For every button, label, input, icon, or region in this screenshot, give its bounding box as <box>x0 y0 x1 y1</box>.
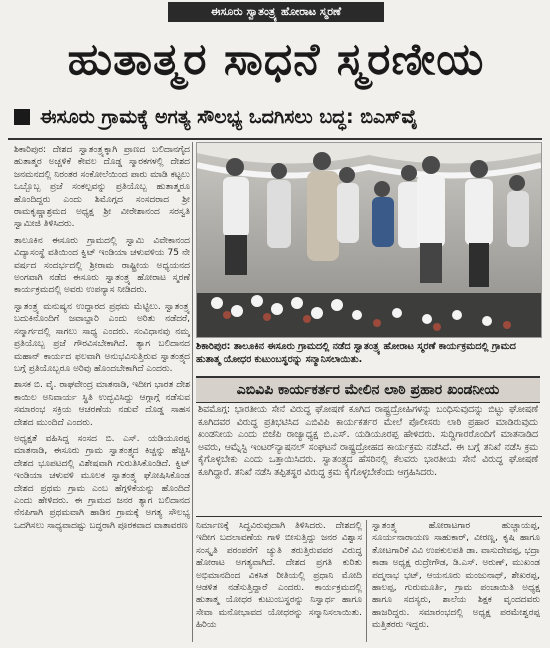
photo-caption: ಶಿಕಾರಿಪುರ: ತಾಲೂಕಿನ ಈಸೂರು ಗ್ರಾಮದಲ್ಲಿ ನಡೆದ ಸ್ವಾತಂತ್ರ್ಯ ಹೋರಾಟ ಸ್ಮರಣೆ ಕಾರ್ಯಕ್ರಮದಲ್ಲಿ ಗ್ರಾಮದ ಹುತಾತ್ಮ ಯೋಧರ ಕುಟುಂಬಸ್ಥರನ್ನು ಸನ್ಮಾನಿಸಲಾಯಿತು. <box>196 341 516 365</box>
divider-side-story <box>196 516 542 517</box>
subheadline-text: ಈಸೂರು ಗ್ರಾಮಕ್ಕೆ ಅಗತ್ಯ ಸೌಲಭ್ಯ ಒದಗಿಸಲು ಬದ್ಧ: ಬಿಎಸ್‌ವೈ <box>40 106 418 128</box>
side-story-headline: ಎಬಿವಿಪಿ ಕಾರ್ಯಕರ್ತರ ಮೇಲಿನ ಲಾಠಿ ಪ್ರಹಾರ ಖಂಡನೀಯ <box>196 376 540 403</box>
continuation-right-column: ಸ್ವಾತಂತ್ರ್ಯ ಹೋರಾಟಗಾರ ಹುಚ್ಚಾಯಪ್ಪ, ಸೂರ್ಯನಾರಾಯಣ ಸಾಹುಕಾರ್, ವೀರಣ್ಣ, ಕೃಷಿ ಹಾಗೂ ತೋಟಗಾರಿಕೆ ವಿವಿ ಉಪಕುಲಪತಿ ಡಾ. ವಾಸುದೇವಪ್ಪ, ಭದ್ರಾ ಕಾಡಾ ಅಧ್ಯಕ್ಷ ರುದ್ರೇಗೌಡ, ಡಿ.ಎಸ್. ಅರುಣ್, ಮುಖಂಡ ಪದ್ಮನಾಭ ಭಟ್, ಆಯನೂರು ಮಂಜುನಾಥ್, ಶೇಖರಪ್ಪ, ಹಾಲಪ್ಪ, ಗುರುಮೂರ್ತಿ, ಗ್ರಾಮ ಪಂಚಾಯಿತಿ ಅಧ್ಯಕ್ಷ ಹಾಗೂ ಸದಸ್ಯರು, ಶಾಲೆಯ ಶಿಕ್ಷಕ ವೃಂದದವರು ಹಾಜರಿದ್ದರು. ಸಮಾರಂಭದಲ್ಲಿ ಅಧ್ಯಕ್ಷ ಪರಮೇಶ್ವರಪ್ಪ ಮತ್ತಿತರರು ಇದ್ದರು. <box>372 521 540 631</box>
side-story-body: ಶಿವಮೊಗ್ಗ: ಭಾರತೀಯ ಸೇನೆ ವಿರುದ್ಧ ಘೋಷಣೆ ಕೂಗಿದ ರಾಷ್ಟ್ರದ್ರೋಹಿಗಳನ್ನು ಬಂಧಿಸುವುದನ್ನು ಬಿಟ್ಟು ಘೋಷಣೆ ಕೂಗಿದವರ ವಿರುದ್ಧ ಪ್ರತಿಭಟಿಸಿದ ಎಬಿವಿಪಿ ಕಾರ್ಯಕರ್ತರ ಮೇಲೆ ಪೊಲೀಸರು ಲಾಠಿ ಪ್ರಹಾರ ಮಾಡಿರುವುದು ಖಂಡನೀಯ ಎಂದು ಬಿಜೆಪಿ ರಾಜ್ಯಾಧ್ಯಕ್ಷ ಬಿ.ಎಸ್. ಯಡಿಯೂರಪ್ಪ ಹೇಳಿದರು. ಸುದ್ದಿಗಾರರೊಂದಿಗೆ ಮಾತನಾಡಿದ ಅವರು, ಆಮ್ನೆಸ್ಟಿ ಇಂಟರ್‌ನ್ಯಾಷನಲ್ ಸಂಘಟನೆ ರಾಷ್ಟ್ರದ್ರೋಹದ ಕಾರ್ಯಕ್ರಮ ನಡೆಸಿದೆ. ಈ ಬಗ್ಗೆ ತನಿಖೆ ನಡೆಸಿ ಕ್ರಮ ಕೈಗೊಳ್ಳಬೇಕು ಎಂದು ಒತ್ತಾಯಿಸಿದರು. ಸ್ವಾತಂತ್ರ್ಯದ ಹೆಸರಿನಲ್ಲಿ ಕೆಲವರು ಭಾರತೀಯ ಸೇನೆ ವಿರುದ್ಧ ಘೋಷಣೆ ಕೂಗಿದ್ದಾರೆ. ತನಿಖೆ ನಡೆಸಿ ತಪ್ಪಿತಸ್ಥರ ವಿರುದ್ಧ ಕ್ರಮ ಕೈಗೊಳ್ಳಬೇಕೆಂದು ಆಗ್ರಹಿಸಿದರು. <box>198 404 538 478</box>
lead-article <box>14 144 190 642</box>
group-photo-image <box>197 143 541 337</box>
page-headline: ಹುತಾತ್ಮರ ಸಾಧನೆ ಸ್ಮರಣೀಯ <box>67 33 485 85</box>
bullet-square-icon <box>14 109 30 125</box>
divider-top <box>8 138 542 140</box>
subheadline <box>14 98 542 136</box>
column-divider <box>192 142 193 642</box>
continuation-mid-column: ನಿರ್ಮಾಣಕ್ಕೆ ಸಿದ್ಧವಿರುವುದಾಗಿ ತಿಳಿಸಿದರು. ದೇಶದಲ್ಲಿ ಇದೀಗ ಬದಲಾವಣೆಯ ಗಾಳಿ ಬೀಸುತ್ತಿದ್ದು ಜನರ ವಿಶ್ವಾಸ ಸಂಸ್ಕೃತಿ ಪರಂಪರೆಗೆ ಚ್ಯುತಿ ತರುತ್ತಿರುವವರ ವಿರುದ್ಧ ಹೋರಾಟ ಅಗತ್ಯವಾಗಿದೆ. ದೇಶದ ಪ್ರಗತಿ ಕುರಿತು ಅಭಿಮಾನದಿಂದ ವಿಕಸಿತ ರೀತಿಯಲ್ಲಿ ಪ್ರಧಾನಿ ಮೋದಿ ಆಡಳಿತ ನಡೆಸುತ್ತಿದ್ದಾರೆ ಎಂದರು. ಕಾರ್ಯಕ್ರಮದಲ್ಲಿ ಹುತಾತ್ಮ ಯೋಧರ ಕುಟುಂಬಸ್ಥರನ್ನು ನಿಸ್ವಾರ್ಥ ಹಾಗೂ ಸೇವಾ ಮನೋಭಾವದ ಯೋಧರನ್ನು ಸನ್ಮಾನಿಸಲಾಯಿತು. ಹಿರಿಯ <box>196 521 362 631</box>
lead-paragraph: ತಾಲೂಕಿನ ಈಸೂರು ಗ್ರಾಮದಲ್ಲಿ ಸ್ವಾಮಿ ವಿವೇಕಾನಂದ ವಿದ್ಯಾಸಂಸ್ಥೆ ವತಿಯಿಂದ ಕ್ವಿಟ್ ಇಂಡಿಯಾ ಚಳುವಳಿಯ 75 ನೇ ವರ್ಷದ ಸಂದರ್ಭದಲ್ಲಿ ಶ್ರೀರಾಮ ರಾಷ್ಟ್ರೀಯ ಅಧ್ಯಯನದ ಅಂಗವಾಗಿ ನಡೆದ ಈಸೂರು ಸ್ವಾತಂತ್ರ್ಯ ಹೋರಾಟ ಸ್ಮರಣೆ ಕಾರ್ಯಕ್ರಮದಲ್ಲಿ ಅವರು ಉಪನ್ಯಾಸ ನೀಡಿದರು. <box>14 235 190 296</box>
kicker-label: ಈಸೂರು ಸ್ವಾತಂತ್ರ್ಯ ಹೋರಾಟ ಸ್ಮರಣೆ <box>168 2 384 22</box>
lead-paragraph: ಶಾಸಕ ಬಿ. ವೈ. ರಾಘವೇಂದ್ರ ಮಾತನಾಡಿ, ಇದೀಗ ಭಾರತ ದೇಶ ಕಾಯಿಲ ಅನಿವಾರ್ಯ ಸ್ಥಿತಿ ಉದ್ಭವಿಸಿದ್ದು ಆಗ್ಗಾಗ್ಗೆ ನಡೆಸುವ ಸಮಾರಂಭ ಸಕ್ರಿಯ ಆಚರಣೆಯ ನಡುವೆ ದೊಡ್ಡ ಸಾಹಸ ದೇಶದ ಮುಂದಿದೆ ಎಂದರು. <box>14 380 190 428</box>
lead-paragraph: ಅಧ್ಯಕ್ಷತೆ ವಹಿಸಿದ್ದ ಸಂಸದ ಬಿ. ಎಸ್. ಯಡಿಯೂರಪ್ಪ ಮಾತನಾಡಿ, ಈಸೂರು ಗ್ರಾಮ ಸ್ವಾತಂತ್ರ್ಯದ ಕಿಚ್ಚನ್ನು ಹೆಚ್ಚಿಸಿ ದೇಶದ ಭೂಪಟದಲ್ಲಿ ವಿಶೇಷವಾಗಿ ಗುರುತಿಸಿಕೊಂಡಿದೆ. ಕ್ವಿಟ್ ಇಂಡಿಯಾ ಚಳುವಳಿ ಮೂಲಕ ಸ್ವಾತಂತ್ರ್ಯ ಘೋಷಿಸಿಕೊಂಡ ದೇಶದ ಪ್ರಥಮ ಗ್ರಾಮ ಎಂಬ ಹೆಗ್ಗಳಿಕೆಯನ್ನು ಹೊಂದಿದೆ ಎಂದು ಹೇಳಿದರು. ಈ ಗ್ರಾಮದ ಜನರ ತ್ಯಾಗ ಬಲಿದಾನದ ನೆನಪಿಗಾಗಿ ಪ್ರಥಮವಾಗಿ ಹಾಡಿನ ಗ್ರಾಮಕ್ಕೆ ಅಗತ್ಯ ಸೌಲಭ್ಯ ಒದಗಿಸಲು ಸಾಧ್ಯವಾದಷ್ಟು ಬದ್ಧರಾಗಿ ಪೂರಕವಾದ ವಾತಾವರಣ <box>14 433 190 531</box>
column-divider <box>366 520 367 642</box>
news-photo <box>196 142 542 338</box>
lead-paragraph: ಶಿಕಾರಿಪುರ: ದೇಶದ ಸ್ವಾತಂತ್ರ್ಯಕ್ಕಾಗಿ ಪ್ರಾಣದ ಬಲಿದಾನಗೈದ ಹುತಾತ್ಮರ ಅಚ್ಚಳಿಕೆ ಕೇವಲ ದೊಡ್ಡ ಸ್ಮಾರಕಗಳಲ್ಲಿ ದೇಶದ ಜನಮನದಲ್ಲಿ ನಿರಂತರ ಸಂಕೋಲೆಯಿಂದ ಪಾರು ಮಾಡಿ ಕಟ್ಟಲು ಒಬ್ಬೊಬ್ಬ ಪ್ರಜೆ ಸಂಕಲ್ಪವನ್ನು ಪ್ರತಿಯೊಬ್ಬ ಹುತಾತ್ಮರೂ ಹೊಂದಿದ್ದರು ಎಂದು ಶಿಮೊಗ್ಗದ ಸಂಸದರಾದ ಶ್ರೀ ರಾಮಕೃಷ್ಣಾಶ್ರಮದ ಅಧ್ಯಕ್ಷ ಶ್ರೀ ವೀರೇಶಾನಂದ ಸರಸ್ವತಿ ಸ್ವಾಮೀಜಿ ತಿಳಿಸಿದರು. <box>14 145 190 230</box>
lead-paragraph: ಸ್ವಾತಂತ್ರ್ಯ ಮನುಷ್ಯನ ಉದ್ದಾರದ ಪ್ರಥಮ ಮೆಟ್ಟಿಲು. ಸ್ವಾತಂತ್ರ್ಯ ಬದುಕಿನೊಂದಿಗೆ ಜವಾಬ್ದಾರಿ ಎಂದು ಅರಿತು ನಡೆದರೆ, ಸನ್ಮಾರ್ಗದಲ್ಲಿ ಸಾಗಲು ಸಾಧ್ಯ ಎಂದರು. ಸಂವಿಧಾನವು ನಮ್ಮ ಪ್ರತಿಯೊಬ್ಬ ಪ್ರಜೆ ಗೌರವಿಸಬೇಕಾಗಿದೆ. ತ್ಯಾಗ ಬಲಿದಾನದ ಮಹಾನ್ ಕಾರ್ಯದ ಫಲವಾಗಿ ಅನುಭವಿಸುತ್ತಿರುವ ಸ್ವಾತಂತ್ರ್ಯದ ಬಗ್ಗೆ ಪ್ರತಿಯೊಬ್ಬರೂ ಅರಿವು ಹೊಂದಬೇಕಾಗಿದೆ ಎಂದರು. <box>14 301 190 374</box>
